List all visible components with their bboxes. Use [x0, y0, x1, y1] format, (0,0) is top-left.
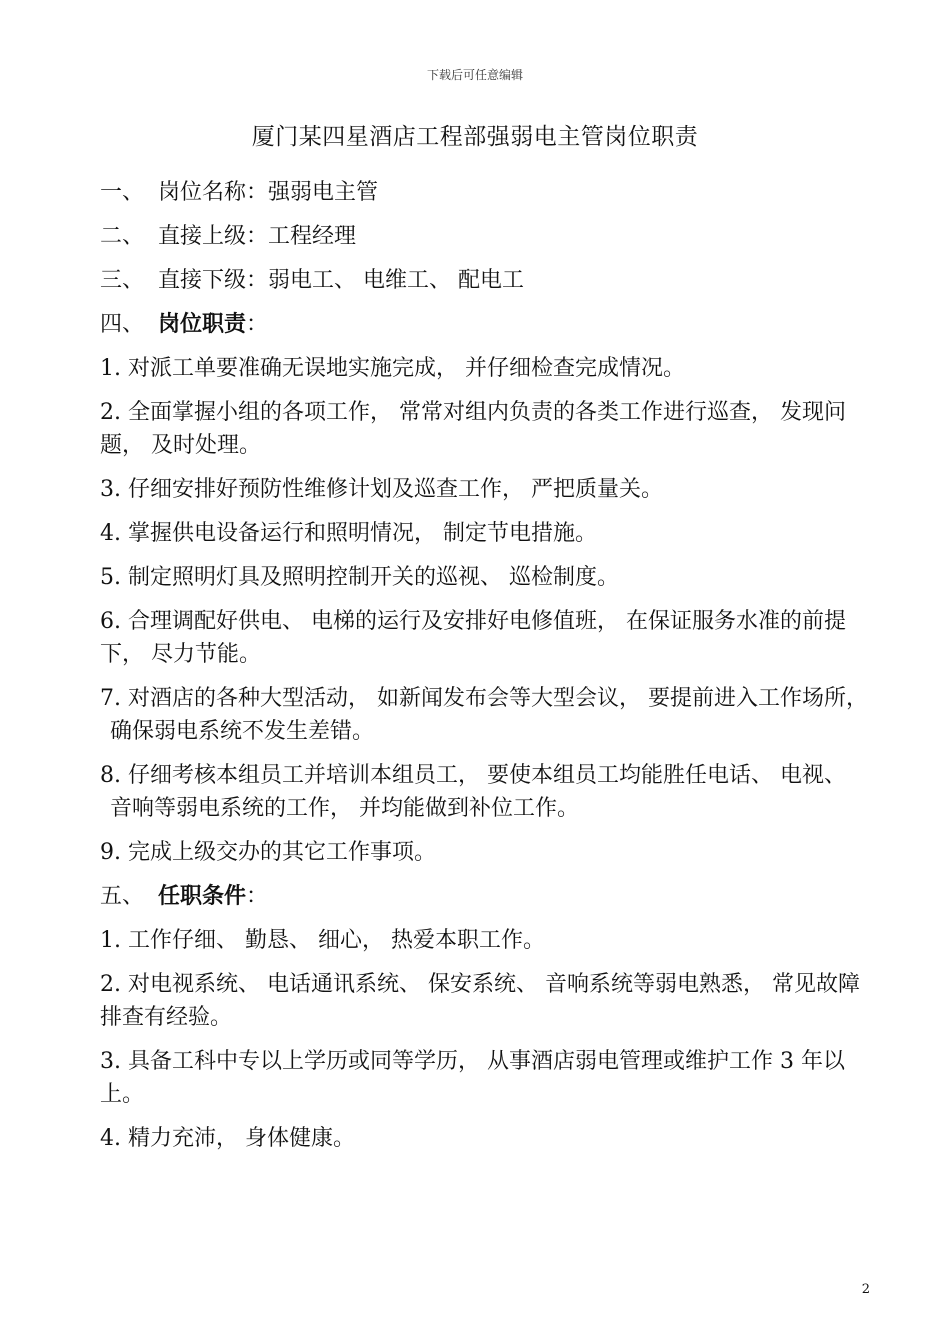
section-2 — [100, 220, 880, 253]
duty-item: 1. 对派工单要准确无误地实施完成， 并仔细检查完成情况。 — [100, 356, 685, 381]
section-label: 直接上级： — [158, 224, 269, 249]
section-number: 一、 — [100, 180, 145, 205]
duty-item: 3. 仔细安排好预防性维修计划及巡查工作， 严把质量关。 — [100, 477, 663, 502]
section-5 — [100, 880, 880, 913]
page-title: 厦门某四星酒店工程部强弱电主管岗位职责 — [251, 124, 699, 150]
section-heading: 任职条件 — [158, 883, 247, 909]
requirement-item: 1. 工作仔细、 勤恳、 细心， 热爱本职工作。 — [100, 928, 545, 953]
document-body — [100, 176, 880, 1166]
section-number: 四、 — [100, 312, 145, 337]
requirement-item: 4. 精力充沛， 身体健康。 — [100, 1126, 355, 1151]
duty-item-continuation: 音响等弱电系统的工作， 并均能做到补位工作。 — [110, 796, 579, 821]
section-label: 直接下级： — [158, 268, 269, 293]
section-number: 二、 — [100, 224, 145, 249]
duty-item: 2. 全面掌握小组的各项工作， 常常对组内负责的各类工作进行巡查， 发现问题， 及时处理。 — [100, 400, 846, 458]
duty-item: 5. 制定照明灯具及照明控制开关的巡视、 巡检制度。 — [100, 565, 619, 590]
section-suffix: ： — [246, 312, 269, 337]
section-heading: 岗位职责 — [158, 311, 247, 337]
section-value: 强弱电主管 — [268, 180, 379, 205]
section-3 — [100, 264, 880, 297]
duty-item — [100, 682, 880, 748]
page-number: 2 — [861, 1282, 870, 1297]
duty-item-continuation: 确保弱电系统不发生差错。 — [110, 719, 375, 744]
section-number: 五、 — [100, 884, 145, 909]
requirement-item: 3. 具备工科中专以上学历或同等学历， 从事酒店弱电管理或维护工作 3 年以上。 — [100, 1049, 845, 1107]
section-1 — [100, 176, 880, 209]
section-number: 三、 — [100, 268, 145, 293]
section-label: 岗位名称： — [158, 180, 269, 205]
section-value: 工程经理 — [268, 224, 357, 249]
duty-item-text: 7. 对酒店的各种大型活动， 如新闻发布会等大型会议， 要提前进入工作场所， — [100, 686, 868, 711]
section-suffix: ： — [246, 884, 269, 909]
duty-item: 6. 合理调配好供电、 电梯的运行及安排好电修值班， 在保证服务水准的前提下， 尽力节能。 — [100, 609, 846, 667]
requirement-item: 2. 对电视系统、 电话通讯系统、 保安系统、 音响系统等弱电熟悉， 常见故障排查有经验。 — [100, 972, 860, 1030]
duty-item: 9. 完成上级交办的其它工作事项。 — [100, 840, 436, 865]
duty-item: 4. 掌握供电设备运行和照明情况， 制定节电措施。 — [100, 521, 597, 546]
duty-item-text: 8. 仔细考核本组员工并培训本组员工， 要使本组员工均能胜任电话、 电视、 — [100, 763, 846, 788]
section-4 — [100, 308, 880, 341]
section-value: 弱电工、 电维工、 配电工 — [268, 268, 525, 293]
header-note: 下载后可任意编辑 — [426, 68, 523, 82]
duty-item — [100, 759, 880, 825]
